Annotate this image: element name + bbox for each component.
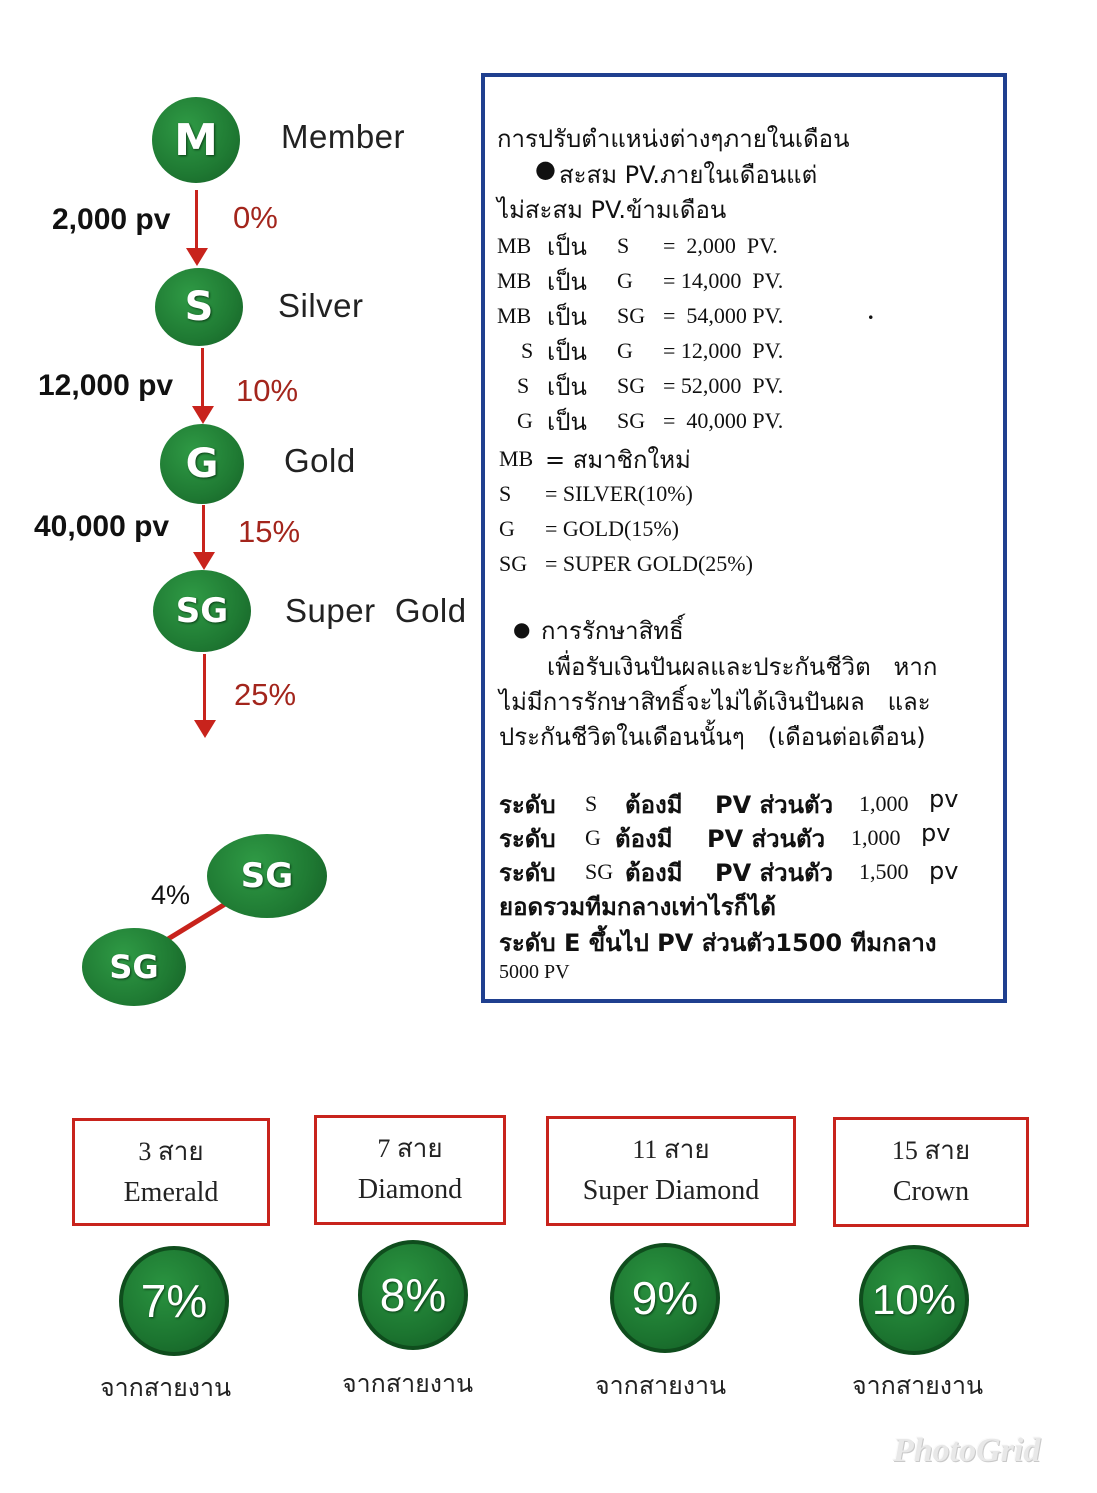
rank-label-member: Member xyxy=(281,118,406,155)
conv-verb: เป็น xyxy=(547,338,587,366)
req-amount: 1,500 xyxy=(859,859,909,884)
def-meaning: = SUPER GOLD(25%) xyxy=(545,551,753,576)
rank-label-super-gold: Super Gold xyxy=(285,592,467,629)
level-from-emerald: จากสายงาน xyxy=(100,1373,232,1402)
level-percent-diamond: 8% xyxy=(358,1240,468,1350)
conv-verb: เป็น xyxy=(547,373,587,401)
level-name: Diamond xyxy=(357,1174,463,1205)
req-amount: 1,000 xyxy=(851,825,901,850)
conv-to: S xyxy=(617,233,630,258)
accum-line-2: ไม่สะสม PV.ข้ามเดือน xyxy=(497,196,727,224)
req-prefix: ระดับ xyxy=(499,859,556,887)
req-must: ต้องมี xyxy=(625,859,683,887)
percent-gold: 15% xyxy=(238,514,301,549)
pv-threshold-silver: 2,000 pv xyxy=(52,203,171,236)
req-must: ต้องมี xyxy=(625,791,683,819)
level-percent-super-diamond: 9% xyxy=(610,1243,720,1353)
stray-dot: . xyxy=(868,299,874,324)
def-abbr: G xyxy=(499,516,515,541)
conv-amount: = 2,000 PV. xyxy=(663,233,778,258)
conv-to: G xyxy=(617,338,633,363)
maintain-line-1: เพื่อรับเงินปันผลและประกันชีวิต หาก xyxy=(547,653,938,681)
req-unit: pv xyxy=(929,785,959,813)
conv-to: SG xyxy=(617,303,646,328)
def-meaning: = สมาชิกใหม่ xyxy=(545,446,691,474)
maintain-title: การรักษาสิทธิ์ xyxy=(541,617,684,645)
conv-verb: เป็น xyxy=(547,233,587,261)
maintain-line-3: ประกันชีวิตในเดือนนั้นๆ (เดือนต่อเดือน) xyxy=(499,723,926,751)
bullet-icon: ● xyxy=(513,617,531,641)
conv-verb: เป็น xyxy=(547,303,587,331)
e-level-note-2: 5000 PV xyxy=(499,961,570,983)
info-box xyxy=(481,73,1007,1003)
team-note: ยอดรวมทีมกลางเท่าไรก็ได้ xyxy=(499,893,776,921)
level-from-super-diamond: จากสายงาน xyxy=(595,1371,727,1400)
level-lines: 11 สาย xyxy=(632,1135,710,1164)
conv-from: S xyxy=(521,338,534,363)
conv-from: S xyxy=(517,373,530,398)
conv-amount: = 54,000 PV. xyxy=(663,303,784,328)
def-abbr: S xyxy=(499,481,512,506)
conv-to: G xyxy=(617,268,633,293)
conv-to: SG xyxy=(617,408,646,433)
level-lines: 7 สาย xyxy=(377,1134,443,1163)
level-lines: 15 สาย xyxy=(891,1136,971,1165)
conv-verb: เป็น xyxy=(547,268,587,296)
rank-circle-gold: G xyxy=(160,424,244,504)
conv-to: SG xyxy=(617,373,646,398)
req-rank: S xyxy=(585,791,598,816)
req-rank: SG xyxy=(585,859,614,884)
level-card-emerald xyxy=(72,1118,270,1226)
rank-label-silver: Silver xyxy=(278,287,364,324)
level-card-crown xyxy=(833,1117,1029,1227)
req-unit: pv xyxy=(921,819,951,847)
level-card-super-diamond xyxy=(546,1116,796,1226)
rank-label-gold: Gold xyxy=(284,442,356,479)
level-name: Crown xyxy=(892,1176,970,1207)
percent-member: 0% xyxy=(233,200,278,235)
conv-amount: = 14,000 PV. xyxy=(663,268,784,293)
accum-line-1: สะสม PV.ภายในเดือนแต่ xyxy=(559,161,818,189)
level-percent-emerald: 7% xyxy=(119,1246,229,1356)
conv-verb: เป็น xyxy=(547,408,587,436)
conv-from: MB xyxy=(497,268,532,293)
e-level-note: ระดับ E ขึ้นไป PV ส่วนตัว1500 ทีมกลาง xyxy=(499,929,937,957)
conv-amount: = 12,000 PV. xyxy=(663,338,784,363)
photogrid-watermark: PhotoGrid xyxy=(893,1432,1041,1469)
conv-from: MB xyxy=(497,233,532,258)
req-prefix: ระดับ xyxy=(499,825,556,853)
req-unit: pv xyxy=(929,857,959,885)
level-lines: 3 สาย xyxy=(138,1137,204,1166)
conv-from: G xyxy=(517,408,533,433)
bullet-icon: ● xyxy=(535,155,556,183)
def-meaning: = GOLD(15%) xyxy=(545,516,679,541)
percent-super-gold: 25% xyxy=(234,677,297,712)
def-abbr: SG xyxy=(499,551,528,576)
req-personal: PV ส่วนตัว xyxy=(715,791,834,819)
req-personal: PV ส่วนตัว xyxy=(715,859,834,887)
percent-silver: 10% xyxy=(236,373,299,408)
req-must: ต้องมี xyxy=(615,825,673,853)
req-rank: G xyxy=(585,825,601,850)
level-card-diamond xyxy=(314,1115,506,1225)
conv-from: MB xyxy=(497,303,532,328)
rank-circle-super-gold: SG xyxy=(153,570,251,652)
req-prefix: ระดับ xyxy=(499,791,556,819)
pv-threshold-super-gold: 40,000 pv xyxy=(34,510,170,543)
req-personal: PV ส่วนตัว xyxy=(707,825,826,853)
level-from-diamond: จากสายงาน xyxy=(342,1369,474,1398)
sg-circle-lower: SG xyxy=(82,928,186,1006)
rank-circle-silver: S xyxy=(155,268,243,346)
req-amount: 1,000 xyxy=(859,791,909,816)
info-title: การปรับตำแหน่งต่างๆภายในเดือน xyxy=(497,125,850,153)
level-name: Emerald xyxy=(123,1177,219,1208)
def-abbr: MB xyxy=(499,446,534,471)
sg-circle-upper: SG xyxy=(207,834,327,918)
level-from-crown: จากสายงาน xyxy=(852,1371,984,1400)
level-percent-crown: 10% xyxy=(859,1245,969,1355)
sg-link-percent: 4% xyxy=(151,880,191,910)
rank-circle-member: M xyxy=(152,97,240,183)
level-name: Super Diamond xyxy=(582,1175,760,1206)
conv-amount: = 52,000 PV. xyxy=(663,373,784,398)
def-meaning: = SILVER(10%) xyxy=(545,481,693,506)
conv-amount: = 40,000 PV. xyxy=(663,408,784,433)
sg-link-line xyxy=(0,0,400,1100)
pv-threshold-gold: 12,000 pv xyxy=(38,369,174,402)
maintain-line-2: ไม่มีการรักษาสิทธิ์จะไม่ได้เงินปันผล และ xyxy=(499,688,931,716)
